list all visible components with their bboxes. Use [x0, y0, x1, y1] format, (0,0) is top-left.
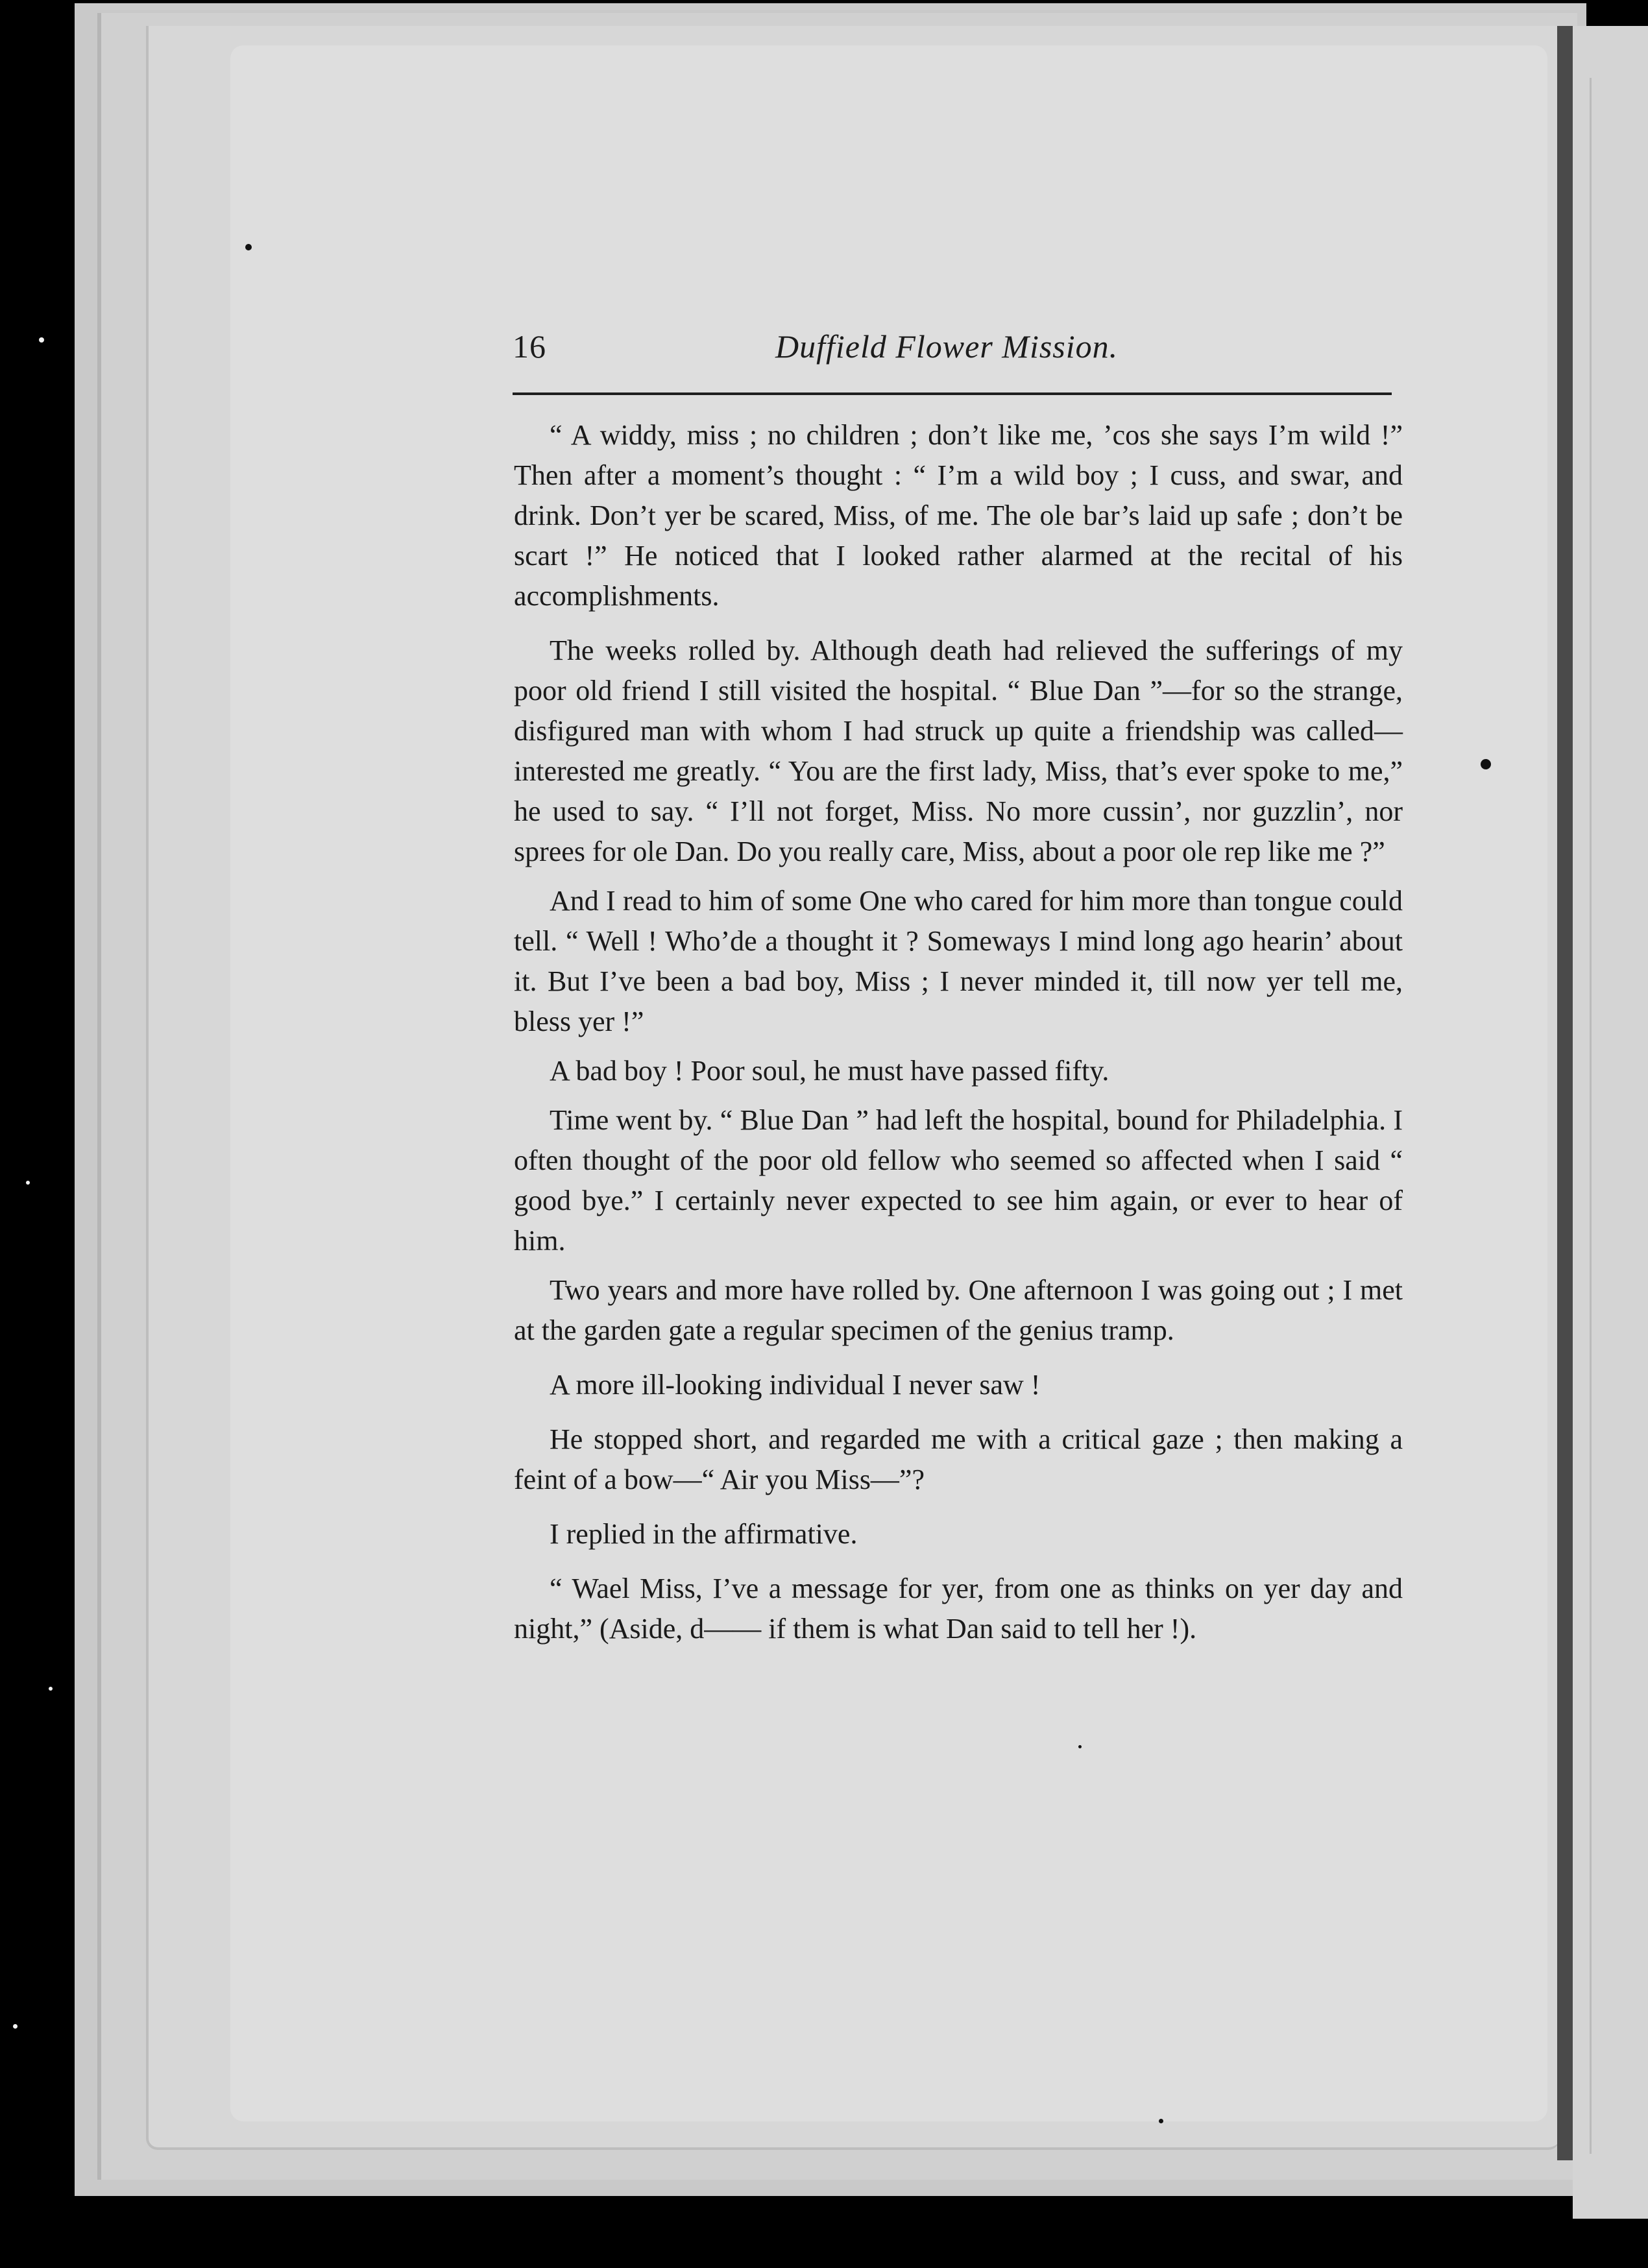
- film-speck: [39, 337, 44, 343]
- page-title: Duffield Flower Mission.: [775, 328, 1119, 365]
- paragraph: A more ill-looking individual I never saw !: [550, 1369, 1041, 1401]
- header-rule: [513, 392, 1392, 395]
- paragraph: He stopped short, and regarded me with a critical gaze ; then making a feint of a bow—“ Air you Miss—”?: [514, 1423, 1403, 1495]
- film-speck: [245, 244, 252, 250]
- paragraph: I replied in the affirmative.: [550, 1518, 858, 1550]
- paragraph: A bad boy ! Poor soul, he must have passed fifty.: [550, 1055, 1109, 1087]
- film-speck: [1159, 2119, 1163, 2123]
- film-speck: [26, 1181, 30, 1185]
- facing-page-border: [1590, 78, 1630, 2154]
- running-head: [513, 328, 1395, 373]
- paragraph: Time went by. “ Blue Dan ” had left the hospital, bound for Philadelphia. I often thought of the poor old fellow who seemed so affected when I said “ good bye.” I certainly never expected to see him again, or ever to hear of him.: [514, 1104, 1403, 1257]
- paragraph: The weeks rolled by. Although death had relieved the sufferings of my poor old friend I still visited the hospital. “ Blue Dan ”—for so the strange, disfigured man with whom I had struck up quite a friendship was called—interested me greatly. “ You are the first lady, Miss, that’s ever spoke to me,” he used to say. “ I’ll not forget, Miss. No more cussin’, nor guzzlin’, nor sprees for ole Dan. Do you really care, Miss, about a poor ole rep like me ?”: [514, 634, 1403, 867]
- paragraph: “ A widdy, miss ; no children ; don’t like me, ’cos she says I’m wild !” Then after a moment’s thought : “ I’m a wild boy ; I cuss, and swar, and drink. Don’t yer be scared, Miss, of me. The ole bar’s laid up safe ; don’t be scart !” He noticed that I looked rather alarmed at the recital of his accomplishments.: [514, 419, 1403, 612]
- body-text: [514, 415, 1403, 1658]
- film-speck: [1078, 1745, 1082, 1748]
- paragraph: Two years and more have rolled by. One afternoon I was going out ; I met at the garden gate a regular specimen of the genius tramp.: [514, 1274, 1403, 1346]
- page-number: 16: [513, 328, 546, 365]
- film-speck: [13, 2024, 18, 2029]
- paragraph: And I read to him of some One who cared for him more than tongue could tell. “ Well ! Who’de a thought it ? Someways I mind long ago hearin’ about it. But I’ve been a bad boy, Miss ; I never minded it, till now yer tell me, bless yer !”: [514, 885, 1403, 1037]
- paragraph: “ Wael Miss, I’ve a message for yer, from one as thinks on yer day and night,” (Aside, d—— if them is what Dan said to tell her !).: [514, 1573, 1403, 1645]
- film-speck: [49, 1687, 53, 1691]
- film-speck: [1481, 759, 1491, 769]
- gutter-shadow: [1557, 26, 1573, 2160]
